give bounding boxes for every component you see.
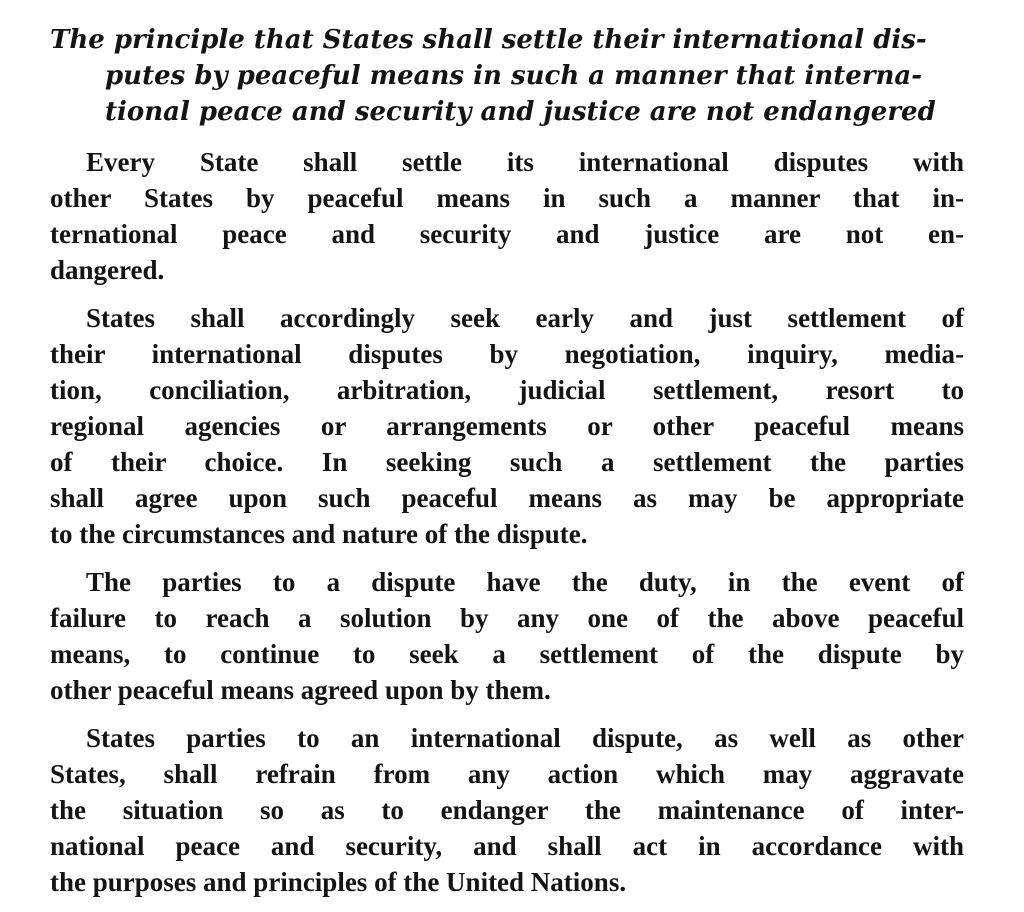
heading-line-1: The principle that States shall settle their international dis- [50,25,927,55]
paragraph-1-line-3: ternational peace and security and justice are not en- [50,219,964,249]
cut-off-next-line [820,892,970,900]
paragraph-3-line-4: other peaceful means agreed upon by them. [50,675,551,705]
paragraph-3-line-2: failure to reach a solution by any one of the above peaceful [50,603,964,633]
paragraph-1 [50,144,964,288]
paragraph-4-line-2: States, shall refrain from any action which may aggravate [50,759,964,789]
principle-heading [50,22,964,130]
paragraph-2-line-1: States shall accordingly seek early and just settlement of [86,303,964,333]
paragraph-4-line-1: States parties to an international dispute, as well as other [86,723,964,753]
heading-line-2: putes by peaceful means in such a manner that interna- [105,61,923,91]
paragraph-2-line-4: regional agencies or arrangements or other peaceful means [50,411,964,441]
heading-line-3: tional peace and security and justice are not endangered [105,97,936,127]
paragraph-1-line-1: Every State shall settle its international disputes with [86,147,964,177]
paragraph-4 [50,720,964,900]
paragraph-3 [50,564,964,708]
paragraph-2-line-7: to the circumstances and nature of the dispute. [50,519,588,549]
document-page [50,22,964,912]
paragraph-3-line-1: The parties to a dispute have the duty, in the event of [86,567,964,597]
paragraph-4-line-3: the situation so as to endanger the maintenance of inter- [50,795,964,825]
paragraph-3-line-3: means, to continue to seek a settlement of the dispute by [50,639,964,669]
paragraph-4-line-4: national peace and security, and shall act in accordance with [50,831,964,861]
paragraph-2-line-6: shall agree upon such peaceful means as may be appropriate [50,483,964,513]
paragraph-2-line-2: their international disputes by negotiation, inquiry, media- [50,339,964,369]
paragraph-2-line-3: tion, conciliation, arbitration, judicial settlement, resort to [50,375,964,405]
paragraph-2 [50,300,964,552]
paragraph-4-line-5: the purposes and principles of the United Nations. [50,867,627,897]
paragraph-1-line-4: dangered. [50,255,165,285]
paragraph-2-line-5: of their choice. In seeking such a settlement the parties [50,447,964,477]
paragraph-1-line-2: other States by peaceful means in such a manner that in- [50,183,964,213]
